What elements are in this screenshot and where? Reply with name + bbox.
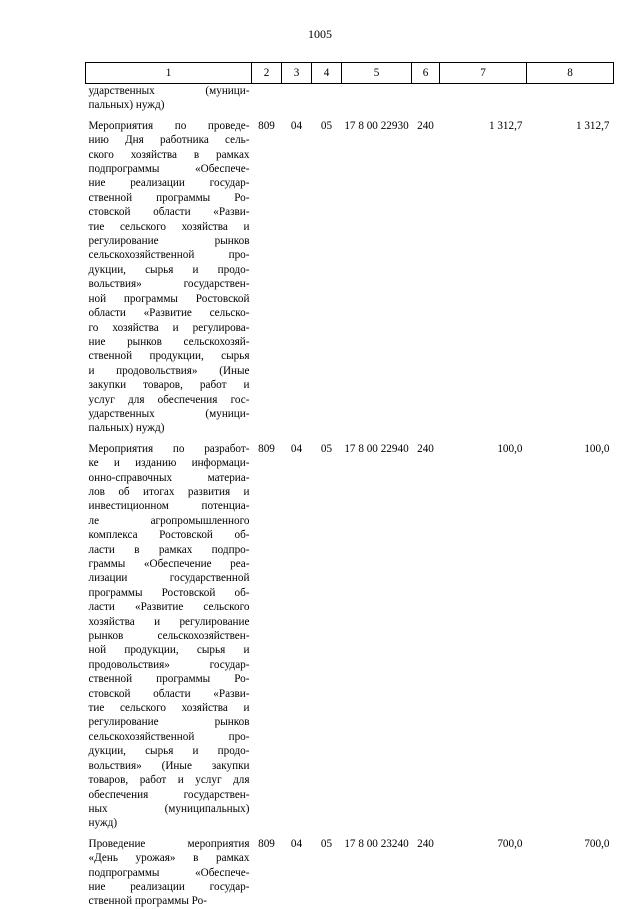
ministry-code <box>252 84 282 113</box>
description-line: рынков сельскохозяйствен- <box>88 630 250 643</box>
description-line: ние рынков сельскохозяй- <box>88 335 250 348</box>
row-description <box>86 436 252 831</box>
subsection-code: 05 <box>320 442 333 455</box>
expense-type-code <box>412 84 440 113</box>
table-row <box>86 113 614 436</box>
target-article-code: 17 8 00 22940 <box>344 442 409 455</box>
description-line: дукции, сырья и продо- <box>88 263 250 276</box>
subsection-code <box>312 84 342 113</box>
description-line: продовольствия» государ- <box>88 658 250 671</box>
description-line: ственной программы Ро- <box>88 673 250 686</box>
description-line: услуг для обеспечения гос- <box>88 393 250 406</box>
description-line: области «Развитие сельско- <box>88 307 250 320</box>
row-description <box>86 831 252 909</box>
amount-col-7: 1 312,7 <box>488 119 523 132</box>
header-col-5: 5 <box>342 63 412 84</box>
description-line: го хозяйства и регулирова- <box>88 321 250 334</box>
section-code <box>282 84 312 113</box>
description-line: вольствия» (Иные закупки <box>88 759 250 772</box>
header-col-2: 2 <box>252 63 282 84</box>
header-col-8: 8 <box>527 63 614 84</box>
description-line: ственной продукции, сырья <box>88 350 250 363</box>
description-line: Проведение мероприятия <box>88 837 250 850</box>
description-line: вольствия» государствен- <box>88 278 250 291</box>
description-line: Мероприятия по разработ- <box>88 442 250 455</box>
description-line: пальных) нужд) <box>88 99 165 112</box>
description-line: сельскохозяйственной про- <box>88 249 250 262</box>
description-line: ского хозяйства в рамках <box>88 148 250 161</box>
description-line: ной программы Ростовской <box>88 292 250 305</box>
header-col-6: 6 <box>412 63 440 84</box>
ministry-code: 809 <box>258 837 275 850</box>
description-line: регулирование рынков <box>88 716 250 729</box>
description-line: дукции, сырья и продо- <box>88 745 250 758</box>
table-row <box>86 84 614 113</box>
description-line: граммы «Обеспечение реа- <box>88 558 250 570</box>
expense-type-code: 240 <box>417 442 434 455</box>
description-line: лов об итогах развития и <box>88 485 250 498</box>
target-article-code <box>342 84 412 113</box>
description-line: подпрограммы «Обеспече- <box>88 163 250 176</box>
header-col-4: 4 <box>312 63 342 84</box>
header-col-1: 1 <box>86 63 252 84</box>
expense-type-code: 240 <box>417 837 434 850</box>
subsection-code: 05 <box>320 837 333 850</box>
description-line: ласти «Развитие сельского <box>88 601 250 614</box>
table-header-row <box>86 63 614 84</box>
expense-type-code: 240 <box>417 119 434 132</box>
table-row <box>86 831 614 909</box>
description-line: ле агропромышленного <box>88 514 250 527</box>
description-line: ласти в рамках подпро- <box>88 543 250 556</box>
description-line: товаров, работ и услуг для <box>88 774 250 787</box>
description-line: нию Дня работника сель- <box>88 134 250 147</box>
amount-col-7 <box>440 84 527 113</box>
description-line: ние реализации государ- <box>88 880 250 893</box>
description-line: онно-справочных материа- <box>88 471 250 484</box>
description-line: нужд) <box>88 817 118 830</box>
table-row <box>86 436 614 831</box>
section-code: 04 <box>290 119 303 132</box>
amount-col-8 <box>527 84 614 113</box>
amount-col-8: 100,0 <box>584 442 610 455</box>
budget-table <box>85 62 614 909</box>
description-line: тие сельского хозяйства и <box>88 702 250 715</box>
description-line: обеспечения государствен- <box>88 788 250 801</box>
description-line: ние реализации государ- <box>88 177 250 190</box>
description-line: ударственных (муници- <box>88 85 250 97</box>
description-line: регулирование рынков <box>88 235 250 248</box>
description-line: хозяйства и регулирование <box>88 615 250 628</box>
description-line: ной продукции, сырья и <box>88 644 250 657</box>
description-line: сельскохозяйственной про- <box>88 730 250 743</box>
ministry-code: 809 <box>258 442 275 455</box>
description-line: закупки товаров, работ и <box>88 379 250 392</box>
description-line: инвестиционном потенциа- <box>88 500 250 513</box>
description-line: ных (муниципальных) <box>88 802 250 815</box>
description-line: Мероприятия по проведе- <box>88 119 250 132</box>
amount-col-7: 700,0 <box>497 837 523 850</box>
description-line: ке и изданию информаци- <box>88 457 250 470</box>
header-col-7: 7 <box>440 63 527 84</box>
page-number: 1005 <box>308 27 332 41</box>
description-line: стовской области «Разви- <box>88 206 250 219</box>
row-description <box>86 84 252 113</box>
description-line: ударственных (муници- <box>88 407 250 420</box>
section-code: 04 <box>290 837 303 850</box>
amount-col-7: 100,0 <box>497 442 523 455</box>
description-line: и продовольствия» (Иные <box>88 364 250 377</box>
target-article-code: 17 8 00 23240 <box>344 837 409 850</box>
amount-col-8: 1 312,7 <box>575 119 610 132</box>
description-line: ственной программы Ро- <box>88 191 250 204</box>
description-line: «День урожая» в рамках <box>88 852 250 865</box>
description-line: программы Ростовской об- <box>88 586 250 599</box>
description-line: лизации государственной <box>88 572 250 585</box>
section-code: 04 <box>290 442 303 455</box>
description-line: стовской области «Разви- <box>88 687 250 700</box>
description-line: пальных) нужд) <box>88 422 165 435</box>
header-col-3: 3 <box>282 63 312 84</box>
description-line: подпрограммы «Обеспече- <box>88 866 250 879</box>
description-line: тие сельского хозяйства и <box>88 220 250 233</box>
ministry-code: 809 <box>258 119 275 132</box>
description-line: ственной программы Ро- <box>88 895 207 908</box>
target-article-code: 17 8 00 22930 <box>344 119 409 132</box>
description-line: комплекса Ростовской об- <box>88 529 250 542</box>
amount-col-8: 700,0 <box>584 837 610 850</box>
row-description <box>86 113 252 436</box>
subsection-code: 05 <box>320 119 333 132</box>
